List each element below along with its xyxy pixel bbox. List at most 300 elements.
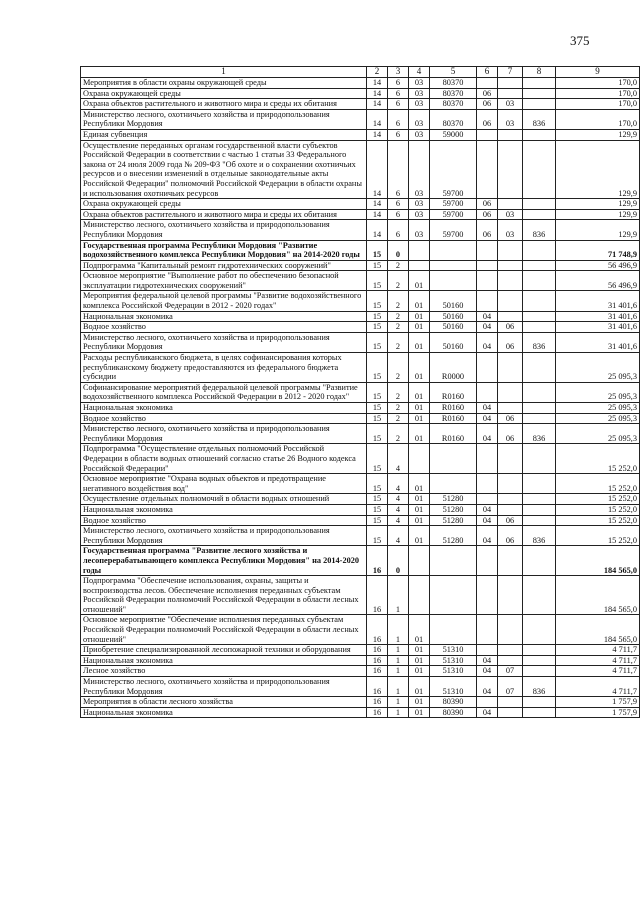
col-6-code: 04 bbox=[477, 413, 498, 424]
col-4-code: 01 bbox=[409, 707, 430, 718]
col-5-code: 51310 bbox=[430, 645, 477, 656]
col-3-code: 4 bbox=[388, 526, 409, 546]
table-row bbox=[81, 353, 640, 383]
col-8-code bbox=[523, 199, 556, 210]
table-row bbox=[81, 576, 640, 615]
col-7-code bbox=[498, 199, 523, 210]
col-5-code bbox=[430, 615, 477, 645]
col-4-code: 01 bbox=[409, 353, 430, 383]
row-amount: 71 748,9 bbox=[556, 240, 640, 260]
col-4-code: 01 bbox=[409, 655, 430, 666]
col-3-code: 1 bbox=[388, 707, 409, 718]
row-amount: 1 757,9 bbox=[556, 707, 640, 718]
col-3-code: 6 bbox=[388, 140, 409, 199]
col-2-code: 15 bbox=[367, 322, 388, 333]
col-8-code bbox=[523, 576, 556, 615]
table-row bbox=[81, 129, 640, 140]
row-amount: 25 095,3 bbox=[556, 424, 640, 444]
col-5-code: R0160 bbox=[430, 413, 477, 424]
col-8-code bbox=[523, 382, 556, 402]
col-7-code bbox=[498, 403, 523, 414]
col-3-code: 2 bbox=[388, 332, 409, 352]
row-amount: 15 252,0 bbox=[556, 474, 640, 494]
col-7-code: 06 bbox=[498, 413, 523, 424]
col-3-code: 2 bbox=[388, 322, 409, 333]
col-3-code: 6 bbox=[388, 109, 409, 129]
col-5-code: 80390 bbox=[430, 697, 477, 708]
col-4-code: 01 bbox=[409, 413, 430, 424]
col-4-code: 03 bbox=[409, 99, 430, 110]
row-amount: 170,0 bbox=[556, 78, 640, 89]
col-4-code: 03 bbox=[409, 140, 430, 199]
table-row bbox=[81, 322, 640, 333]
col-5-code: 80370 bbox=[430, 99, 477, 110]
col-7-code bbox=[498, 271, 523, 291]
column-header: 6 bbox=[477, 67, 498, 78]
table-row bbox=[81, 78, 640, 89]
col-5-code: 59700 bbox=[430, 220, 477, 240]
col-4-code: 03 bbox=[409, 109, 430, 129]
col-5-code bbox=[430, 546, 477, 576]
col-8-code bbox=[523, 353, 556, 383]
table-row bbox=[81, 291, 640, 311]
row-name: Охрана объектов растительного и животного мира и среды их обитания bbox=[81, 209, 367, 220]
row-amount: 129,9 bbox=[556, 199, 640, 210]
row-name: Государственная программа Республики Мордовия "Развитие водохозяйственного комплекса Республики Мордовия" на 2014-2020 годы bbox=[81, 240, 367, 260]
col-8-code bbox=[523, 494, 556, 505]
col-2-code: 15 bbox=[367, 474, 388, 494]
col-2-code: 15 bbox=[367, 311, 388, 322]
row-amount: 170,0 bbox=[556, 99, 640, 110]
col-6-code: 06 bbox=[477, 209, 498, 220]
col-7-code: 06 bbox=[498, 332, 523, 352]
col-7-code bbox=[498, 88, 523, 99]
col-2-code: 16 bbox=[367, 666, 388, 677]
col-8-code bbox=[523, 140, 556, 199]
table-row bbox=[81, 382, 640, 402]
col-6-code: 06 bbox=[477, 199, 498, 210]
col-2-code: 15 bbox=[367, 332, 388, 352]
col-8-code bbox=[523, 666, 556, 677]
row-name: Подпрограмма "Капитальный ремонт гидротехнических сооружений" bbox=[81, 260, 367, 271]
row-amount: 129,9 bbox=[556, 140, 640, 199]
row-name: Приобретение специализированной лесопожарной техники и оборудования bbox=[81, 645, 367, 656]
row-name: Охрана объектов растительного и животного мира и среды их обитания bbox=[81, 99, 367, 110]
col-8-code bbox=[523, 209, 556, 220]
col-8-code bbox=[523, 707, 556, 718]
col-2-code: 15 bbox=[367, 444, 388, 474]
col-2-code: 14 bbox=[367, 78, 388, 89]
column-header: 7 bbox=[498, 67, 523, 78]
row-amount: 170,0 bbox=[556, 109, 640, 129]
col-4-code: 01 bbox=[409, 526, 430, 546]
col-7-code: 03 bbox=[498, 209, 523, 220]
col-2-code: 15 bbox=[367, 271, 388, 291]
col-2-code: 15 bbox=[367, 515, 388, 526]
col-7-code bbox=[498, 353, 523, 383]
col-6-code bbox=[477, 140, 498, 199]
col-8-code: 836 bbox=[523, 332, 556, 352]
col-7-code bbox=[498, 291, 523, 311]
col-6-code bbox=[477, 576, 498, 615]
row-name: Основное мероприятие "Обеспечение исполнения переданных субъектам Российской Федерации полномочий Российской Федерации в области лесных отношений" bbox=[81, 615, 367, 645]
col-6-code: 04 bbox=[477, 655, 498, 666]
col-5-code: 51280 bbox=[430, 504, 477, 515]
col-7-code bbox=[498, 311, 523, 322]
row-name: Мероприятия в области лесного хозяйства bbox=[81, 697, 367, 708]
row-name: Национальная экономика bbox=[81, 655, 367, 666]
col-6-code: 04 bbox=[477, 311, 498, 322]
row-name: Министерство лесного, охотничьего хозяйства и природопользования Республики Мордовия bbox=[81, 220, 367, 240]
col-2-code: 15 bbox=[367, 504, 388, 515]
col-3-code: 0 bbox=[388, 546, 409, 576]
col-4-code: 01 bbox=[409, 645, 430, 656]
col-4-code: 01 bbox=[409, 291, 430, 311]
row-name: Национальная экономика bbox=[81, 311, 367, 322]
col-6-code bbox=[477, 474, 498, 494]
col-4-code: 01 bbox=[409, 474, 430, 494]
col-4-code: 01 bbox=[409, 515, 430, 526]
col-5-code: 59700 bbox=[430, 199, 477, 210]
column-header: 1 bbox=[81, 67, 367, 78]
row-amount: 4 711,7 bbox=[556, 677, 640, 697]
col-5-code: R0160 bbox=[430, 403, 477, 414]
column-header: 5 bbox=[430, 67, 477, 78]
col-6-code: 04 bbox=[477, 322, 498, 333]
row-name: Национальная экономика bbox=[81, 707, 367, 718]
col-7-code bbox=[498, 697, 523, 708]
col-2-code: 15 bbox=[367, 494, 388, 505]
col-6-code bbox=[477, 129, 498, 140]
row-name: Подпрограмма "Осуществление отдельных полномочий Российской Федерации в области водных отношений согласно статье 26 Водного кодекса Российской Федерации" bbox=[81, 444, 367, 474]
col-5-code: R0160 bbox=[430, 382, 477, 402]
col-7-code bbox=[498, 707, 523, 718]
col-4-code: 03 bbox=[409, 199, 430, 210]
table-row bbox=[81, 645, 640, 656]
col-5-code: 51310 bbox=[430, 666, 477, 677]
row-amount: 184 565,0 bbox=[556, 576, 640, 615]
table-row bbox=[81, 109, 640, 129]
col-6-code bbox=[477, 353, 498, 383]
col-2-code: 15 bbox=[367, 424, 388, 444]
col-7-code: 06 bbox=[498, 526, 523, 546]
col-6-code bbox=[477, 697, 498, 708]
col-5-code bbox=[430, 576, 477, 615]
col-3-code: 6 bbox=[388, 199, 409, 210]
col-7-code bbox=[498, 494, 523, 505]
col-6-code: 04 bbox=[477, 707, 498, 718]
col-8-code bbox=[523, 655, 556, 666]
col-8-code bbox=[523, 403, 556, 414]
col-5-code: 50160 bbox=[430, 311, 477, 322]
row-amount: 4 711,7 bbox=[556, 645, 640, 656]
table-header-row bbox=[81, 67, 640, 78]
col-4-code bbox=[409, 546, 430, 576]
col-3-code: 2 bbox=[388, 353, 409, 383]
table-row bbox=[81, 99, 640, 110]
col-7-code: 07 bbox=[498, 666, 523, 677]
col-5-code bbox=[430, 271, 477, 291]
row-name: Министерство лесного, охотничьего хозяйства и природопользования Республики Мордовия bbox=[81, 526, 367, 546]
col-2-code: 14 bbox=[367, 209, 388, 220]
row-name: Осуществление отдельных полномочий в области водных отношений bbox=[81, 494, 367, 505]
table-row bbox=[81, 494, 640, 505]
col-8-code: 836 bbox=[523, 220, 556, 240]
col-4-code: 01 bbox=[409, 332, 430, 352]
col-6-code bbox=[477, 271, 498, 291]
col-6-code bbox=[477, 645, 498, 656]
col-6-code: 06 bbox=[477, 88, 498, 99]
table-row bbox=[81, 88, 640, 99]
row-name: Министерство лесного, охотничьего хозяйства и природопользования Республики Мордовия bbox=[81, 109, 367, 129]
col-5-code bbox=[430, 444, 477, 474]
col-8-code bbox=[523, 129, 556, 140]
table-body bbox=[81, 67, 640, 718]
col-6-code bbox=[477, 444, 498, 474]
col-7-code: 03 bbox=[498, 220, 523, 240]
table-row bbox=[81, 332, 640, 352]
col-2-code: 16 bbox=[367, 576, 388, 615]
col-2-code: 14 bbox=[367, 99, 388, 110]
col-7-code bbox=[498, 140, 523, 199]
row-name: Расходы республиканского бюджета, в целях софинансирования которых республиканскому бюджету предоставляются из федерального бюджета субсидии bbox=[81, 353, 367, 383]
col-5-code: 59000 bbox=[430, 129, 477, 140]
col-7-code bbox=[498, 655, 523, 666]
table-row bbox=[81, 615, 640, 645]
row-amount: 170,0 bbox=[556, 88, 640, 99]
col-3-code: 4 bbox=[388, 504, 409, 515]
col-3-code: 1 bbox=[388, 677, 409, 697]
col-2-code: 16 bbox=[367, 645, 388, 656]
col-8-code bbox=[523, 615, 556, 645]
col-2-code: 16 bbox=[367, 697, 388, 708]
col-3-code: 1 bbox=[388, 666, 409, 677]
col-2-code: 16 bbox=[367, 546, 388, 576]
column-header: 3 bbox=[388, 67, 409, 78]
col-8-code bbox=[523, 444, 556, 474]
row-amount: 31 401,6 bbox=[556, 311, 640, 322]
col-7-code bbox=[498, 474, 523, 494]
col-3-code: 2 bbox=[388, 291, 409, 311]
table-row bbox=[81, 260, 640, 271]
col-5-code bbox=[430, 260, 477, 271]
col-7-code bbox=[498, 382, 523, 402]
col-2-code: 15 bbox=[367, 526, 388, 546]
row-amount: 129,9 bbox=[556, 220, 640, 240]
col-3-code: 2 bbox=[388, 413, 409, 424]
row-amount: 25 095,3 bbox=[556, 353, 640, 383]
col-4-code: 03 bbox=[409, 88, 430, 99]
col-2-code: 14 bbox=[367, 140, 388, 199]
row-amount: 15 252,0 bbox=[556, 515, 640, 526]
col-6-code: 06 bbox=[477, 109, 498, 129]
col-4-code bbox=[409, 444, 430, 474]
table-row bbox=[81, 220, 640, 240]
row-name: Водное хозяйство bbox=[81, 515, 367, 526]
col-2-code: 14 bbox=[367, 88, 388, 99]
col-8-code bbox=[523, 271, 556, 291]
col-3-code: 6 bbox=[388, 129, 409, 140]
row-name: Мероприятия федеральной целевой программы "Развитие водохозяйственного комплекса Российской Федерации в 2012 - 2020 годах" bbox=[81, 291, 367, 311]
row-amount: 184 565,0 bbox=[556, 546, 640, 576]
table-row bbox=[81, 666, 640, 677]
col-3-code: 2 bbox=[388, 424, 409, 444]
row-name: Водное хозяйство bbox=[81, 322, 367, 333]
table-row bbox=[81, 655, 640, 666]
col-2-code: 15 bbox=[367, 353, 388, 383]
col-5-code: 80390 bbox=[430, 707, 477, 718]
col-3-code: 1 bbox=[388, 697, 409, 708]
col-2-code: 15 bbox=[367, 291, 388, 311]
row-name: Национальная экономика bbox=[81, 403, 367, 414]
col-3-code: 1 bbox=[388, 645, 409, 656]
col-8-code bbox=[523, 88, 556, 99]
col-5-code: 50160 bbox=[430, 291, 477, 311]
col-6-code bbox=[477, 494, 498, 505]
col-2-code: 16 bbox=[367, 615, 388, 645]
row-name: Основное мероприятие "Охрана водных объектов и предотвращение негативного воздействия вод" bbox=[81, 474, 367, 494]
col-8-code: 836 bbox=[523, 424, 556, 444]
table-row bbox=[81, 474, 640, 494]
table-row bbox=[81, 199, 640, 210]
row-amount: 31 401,6 bbox=[556, 332, 640, 352]
col-7-code: 06 bbox=[498, 322, 523, 333]
col-5-code: 59700 bbox=[430, 209, 477, 220]
row-name: Осуществление переданных органам государственной власти субъектов Российской Федерации в соответствии с частью 1 статьи 33 Федерального закона от 24 июля 2009 года № 209-ФЗ "Об охоте и о сохранении охотничьих ресурсов и о внесении изменений в отдельные законодательные акты Российской Федерации" полномочий Российской Федерации в области охраны и использования охотничьих ресурсов bbox=[81, 140, 367, 199]
col-6-code: 04 bbox=[477, 332, 498, 352]
table-row bbox=[81, 504, 640, 515]
col-4-code: 01 bbox=[409, 697, 430, 708]
col-3-code: 6 bbox=[388, 220, 409, 240]
col-8-code bbox=[523, 240, 556, 260]
column-header: 2 bbox=[367, 67, 388, 78]
col-4-code: 03 bbox=[409, 78, 430, 89]
col-8-code: 836 bbox=[523, 109, 556, 129]
col-7-code: 06 bbox=[498, 424, 523, 444]
col-8-code bbox=[523, 546, 556, 576]
col-7-code: 06 bbox=[498, 515, 523, 526]
col-2-code: 15 bbox=[367, 413, 388, 424]
col-5-code bbox=[430, 240, 477, 260]
table-row bbox=[81, 413, 640, 424]
row-amount: 56 496,9 bbox=[556, 271, 640, 291]
col-8-code bbox=[523, 291, 556, 311]
col-5-code: 50160 bbox=[430, 332, 477, 352]
col-5-code: 51280 bbox=[430, 494, 477, 505]
col-3-code: 6 bbox=[388, 209, 409, 220]
col-8-code bbox=[523, 78, 556, 89]
col-3-code: 2 bbox=[388, 260, 409, 271]
row-amount: 129,9 bbox=[556, 209, 640, 220]
col-7-code bbox=[498, 78, 523, 89]
page-number: 375 bbox=[570, 33, 590, 48]
col-4-code: 03 bbox=[409, 129, 430, 140]
col-6-code: 06 bbox=[477, 220, 498, 240]
col-4-code: 01 bbox=[409, 504, 430, 515]
col-7-code bbox=[498, 260, 523, 271]
col-5-code: 51310 bbox=[430, 677, 477, 697]
col-6-code: 04 bbox=[477, 666, 498, 677]
row-amount: 129,9 bbox=[556, 129, 640, 140]
col-3-code: 6 bbox=[388, 99, 409, 110]
col-6-code: 04 bbox=[477, 403, 498, 414]
row-name: Министерство лесного, охотничьего хозяйства и природопользования Республики Мордовия bbox=[81, 332, 367, 352]
col-4-code: 01 bbox=[409, 382, 430, 402]
col-3-code: 4 bbox=[388, 474, 409, 494]
row-name: Мероприятия в области охраны окружающей среды bbox=[81, 78, 367, 89]
col-6-code bbox=[477, 546, 498, 576]
row-amount: 25 095,3 bbox=[556, 382, 640, 402]
row-amount: 25 095,3 bbox=[556, 413, 640, 424]
row-amount: 15 252,0 bbox=[556, 526, 640, 546]
col-4-code: 01 bbox=[409, 403, 430, 414]
col-3-code: 2 bbox=[388, 403, 409, 414]
col-7-code bbox=[498, 546, 523, 576]
col-7-code bbox=[498, 504, 523, 515]
col-8-code bbox=[523, 515, 556, 526]
row-amount: 15 252,0 bbox=[556, 504, 640, 515]
col-5-code: R0000 bbox=[430, 353, 477, 383]
table-row bbox=[81, 209, 640, 220]
col-4-code: 01 bbox=[409, 424, 430, 444]
col-6-code: 04 bbox=[477, 504, 498, 515]
col-2-code: 16 bbox=[367, 677, 388, 697]
col-5-code: 80370 bbox=[430, 88, 477, 99]
col-6-code bbox=[477, 240, 498, 260]
row-name: Водное хозяйство bbox=[81, 413, 367, 424]
row-name: Охрана окружающей среды bbox=[81, 199, 367, 210]
table-row bbox=[81, 707, 640, 718]
col-5-code: 59700 bbox=[430, 140, 477, 199]
table-row bbox=[81, 140, 640, 199]
column-header: 4 bbox=[409, 67, 430, 78]
row-amount: 15 252,0 bbox=[556, 494, 640, 505]
col-4-code: 01 bbox=[409, 494, 430, 505]
col-5-code: 51280 bbox=[430, 526, 477, 546]
col-6-code: 04 bbox=[477, 526, 498, 546]
col-5-code: 80370 bbox=[430, 109, 477, 129]
col-7-code: 03 bbox=[498, 109, 523, 129]
col-2-code: 14 bbox=[367, 129, 388, 140]
row-amount: 184 565,0 bbox=[556, 615, 640, 645]
col-6-code bbox=[477, 382, 498, 402]
row-name: Национальная экономика bbox=[81, 504, 367, 515]
col-6-code: 06 bbox=[477, 99, 498, 110]
col-3-code: 4 bbox=[388, 515, 409, 526]
row-name: Единая субвенция bbox=[81, 129, 367, 140]
col-3-code: 1 bbox=[388, 576, 409, 615]
table-row bbox=[81, 515, 640, 526]
col-8-code bbox=[523, 474, 556, 494]
col-8-code bbox=[523, 311, 556, 322]
table-row bbox=[81, 677, 640, 697]
col-4-code: 01 bbox=[409, 666, 430, 677]
col-4-code bbox=[409, 240, 430, 260]
col-4-code bbox=[409, 260, 430, 271]
col-6-code: 04 bbox=[477, 515, 498, 526]
col-2-code: 16 bbox=[367, 707, 388, 718]
col-7-code: 07 bbox=[498, 677, 523, 697]
row-amount: 56 496,9 bbox=[556, 260, 640, 271]
col-6-code: 04 bbox=[477, 424, 498, 444]
col-7-code bbox=[498, 576, 523, 615]
col-2-code: 15 bbox=[367, 382, 388, 402]
table-row bbox=[81, 546, 640, 576]
col-6-code bbox=[477, 615, 498, 645]
col-8-code bbox=[523, 697, 556, 708]
col-3-code: 1 bbox=[388, 655, 409, 666]
row-amount: 31 401,6 bbox=[556, 291, 640, 311]
